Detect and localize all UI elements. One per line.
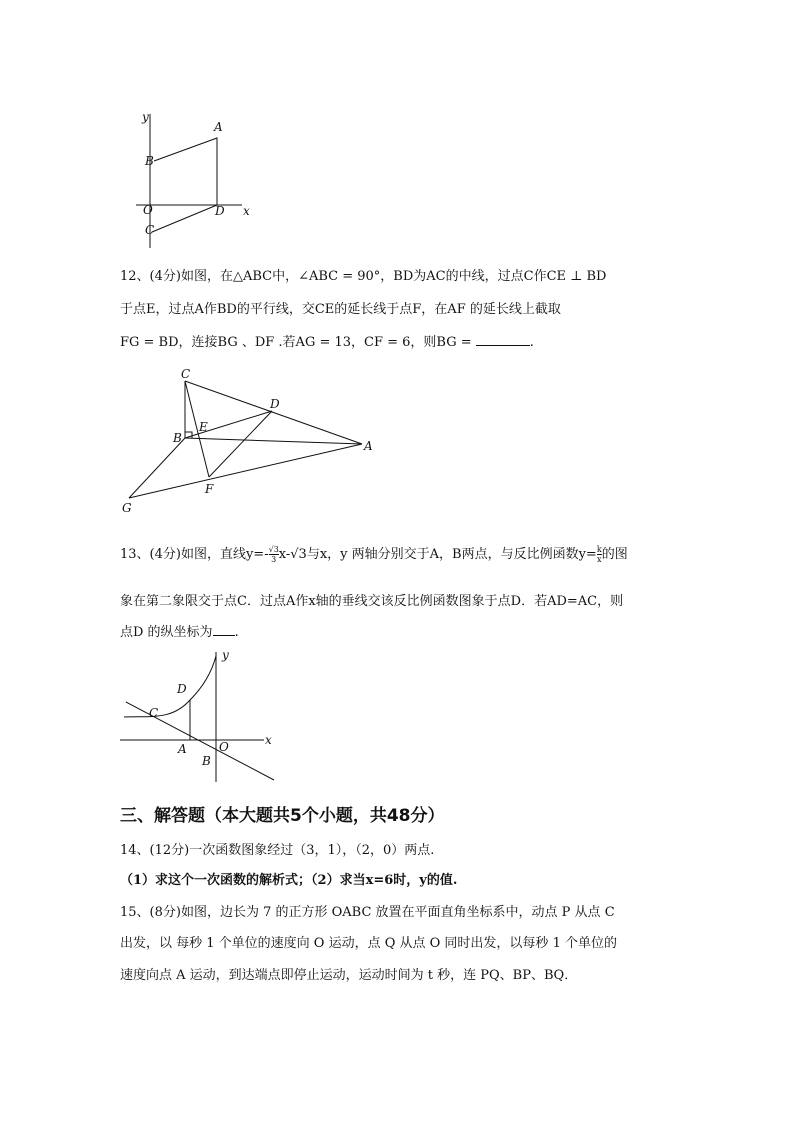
q13-line-1 <box>120 545 628 564</box>
label-O: O <box>143 203 153 217</box>
fraction-sqrt3-over-3 <box>269 545 279 564</box>
answer-blank[interactable] <box>476 333 530 346</box>
q15-line-3: 速度向点 A 运动，到达端点即停止运动，运动时间为 t 秒，连 PQ、BP、BQ． <box>120 968 578 983</box>
q12-period: . <box>529 335 534 350</box>
segment-DC <box>152 205 217 232</box>
label-y: y <box>142 110 149 124</box>
label-D: D <box>270 397 280 411</box>
fraction-denominator: x <box>597 555 602 564</box>
q12-line-1: 12、(4分)如图，在△ABC中，∠ABC = 90°，BD为AC的中线，过点C作CE ⊥ BD <box>120 269 607 284</box>
q12-line-2: 于点E，过点A作BD的平行线，交CE的延长线于点F，在AF 的延长线上截取 <box>120 302 561 317</box>
segment-BG <box>129 438 185 498</box>
q13-line-1-text-a: 13、(4分)如图，直线y=- <box>120 547 269 562</box>
label-C: C <box>181 367 191 381</box>
fraction-numerator: k <box>596 545 602 554</box>
segment-BA <box>185 438 362 444</box>
label-G: G <box>122 501 132 515</box>
figure-1-coordinate-diagram <box>130 108 260 250</box>
q15-line-2: 出发，以 每秒 1 个单位的速度向 O 运动，点 Q 从点 O 同时出发，以每秒 1 个单位的 <box>120 936 617 951</box>
q13-line-2: 象在第二象限交于点C．过点A作x轴的垂线交该反比例函数图象于点D．若AD=AC，则 <box>120 594 624 609</box>
label-D: D <box>177 682 187 696</box>
label-B: B <box>202 754 211 768</box>
fraction-denominator: 3 <box>269 554 279 564</box>
label-C: C <box>149 706 159 720</box>
label-x: x <box>243 204 250 218</box>
segment-CA <box>185 381 362 444</box>
fraction-numerator: √3 <box>268 545 279 554</box>
figure-2-triangle-diagram <box>115 364 380 519</box>
segment-AG <box>129 444 362 498</box>
label-x: x <box>265 733 272 747</box>
label-D: D <box>215 204 225 218</box>
label-B: B <box>173 431 182 445</box>
q13-line-3-text: 点D 的纵坐标为 <box>120 625 213 640</box>
q14-line-2: （1）求这个一次函数的解析式；（2）求当x=6时，y的值. <box>120 873 458 888</box>
label-A: A <box>178 742 187 756</box>
q12-line-3-text: FG = BD，连接BG 、DF .若AG = 13，CF = 6，则BG = <box>120 335 472 350</box>
q12-line-3 <box>120 333 534 352</box>
section-heading: 三、解答题（本大题共5个小题，共48分） <box>120 806 445 826</box>
label-O: O <box>219 740 229 754</box>
q13-line-1-text-b: x-√3与x，y 两轴分别交于A，B两点，与反比例函数y= <box>278 547 597 562</box>
label-B: B <box>145 154 154 168</box>
q13-line-1-text-c: 的图 <box>601 547 628 562</box>
answer-blank[interactable] <box>213 623 235 636</box>
label-y: y <box>222 648 229 662</box>
label-C: C <box>145 223 155 237</box>
figure-3-function-graph <box>112 646 282 786</box>
segment-BA-AD <box>154 138 217 205</box>
label-A: A <box>364 439 373 453</box>
q13-line-3 <box>120 623 239 642</box>
label-E: E <box>199 420 208 434</box>
q14-line-1: 14、(12分)一次函数图象经过（3，1），（2，0）两点. <box>120 843 435 858</box>
q13-period: . <box>234 625 239 640</box>
label-F: F <box>205 482 214 496</box>
q15-line-1: 15、(8分)如图，边长为 7 的正方形 OABC 放置在平面直角坐标系中，动点 P 从点 C <box>120 905 615 920</box>
label-A: A <box>214 120 223 134</box>
